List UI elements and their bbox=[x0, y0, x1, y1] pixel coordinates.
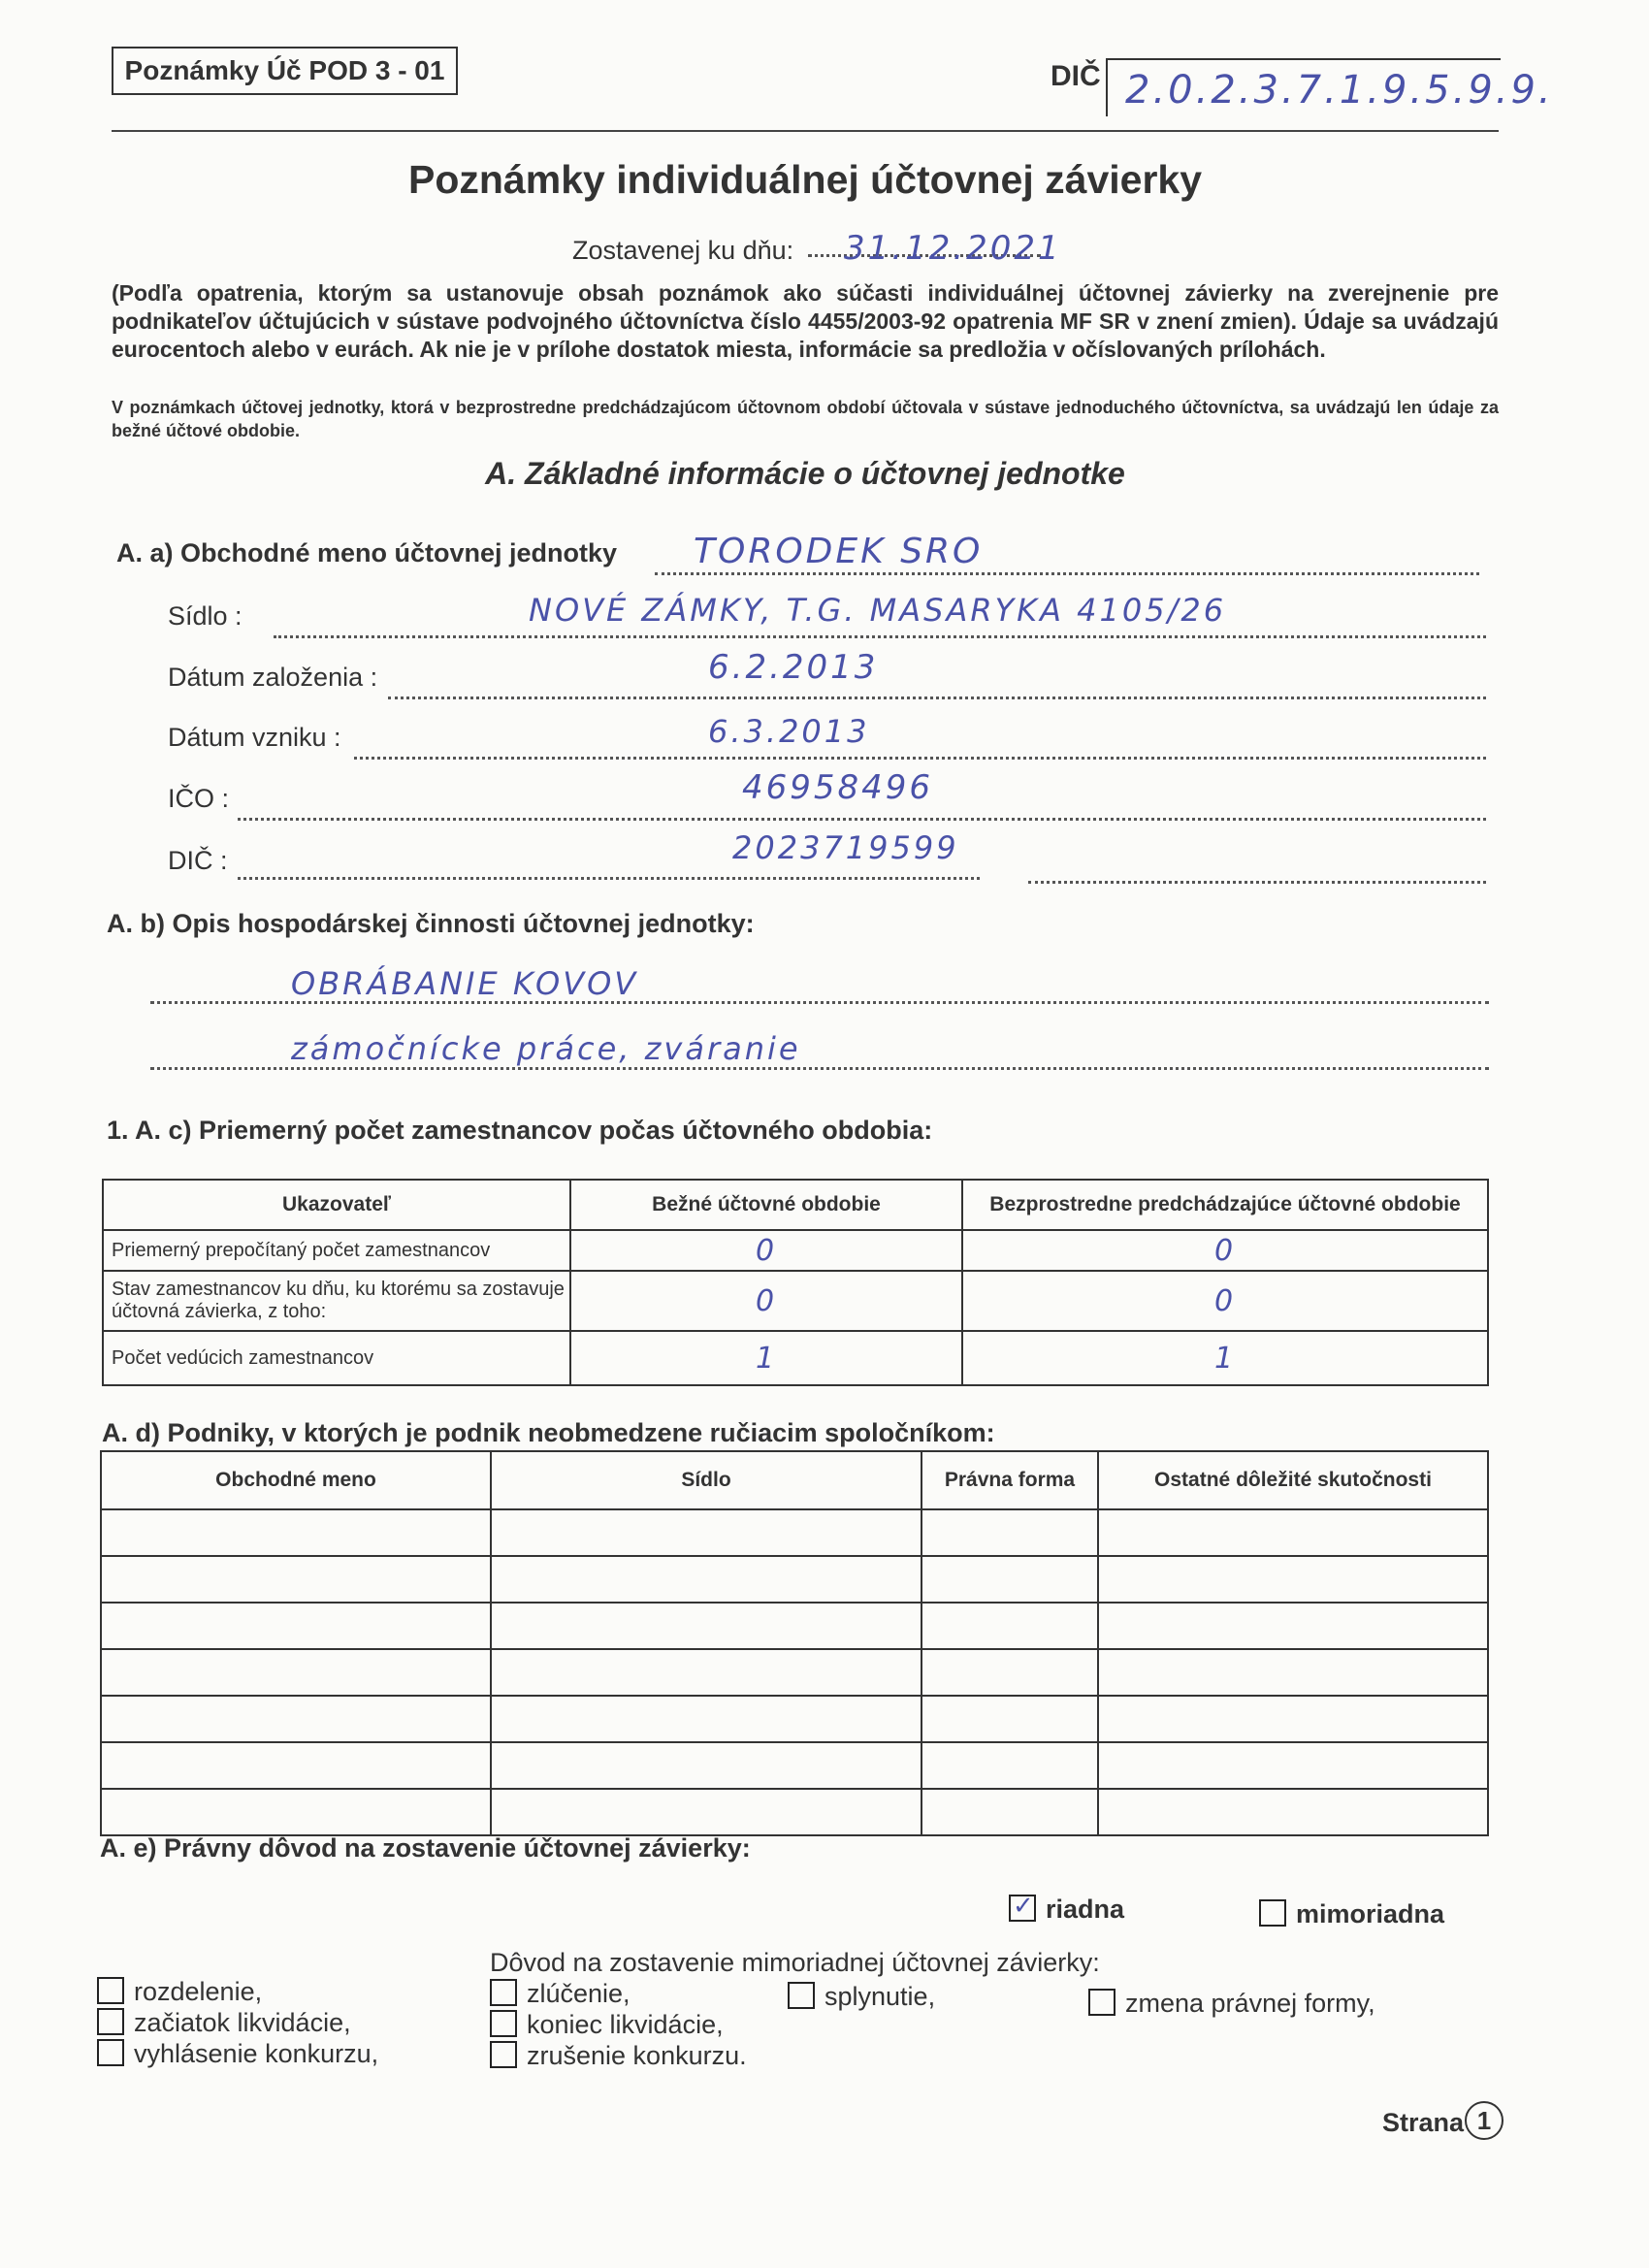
ordinary-label: riadna bbox=[1046, 1895, 1125, 1924]
created-dots bbox=[354, 757, 1486, 760]
checkbox[interactable] bbox=[490, 1979, 517, 2006]
date-value: 31.12.2021 bbox=[844, 229, 1062, 268]
employees-current bbox=[570, 1230, 962, 1271]
checkbox[interactable] bbox=[490, 2041, 517, 2068]
option-zrusenie-konkurzu[interactable] bbox=[490, 2041, 747, 2071]
extraordinary-checkbox[interactable] bbox=[1259, 1899, 1286, 1927]
intro-note: V poznámkach účtovej jednotky, ktorá v bezprostredne predchádzajúcom účtovnom období účtovala v sústave jednoduchého účtovníctva, sa uvádzajú len údaje za bežné účtové obdobie. bbox=[112, 398, 1499, 440]
activity-dots-2 bbox=[150, 1067, 1489, 1070]
seat-value: NOVÉ ZÁMKY, T.G. MASARYKA 4105/26 bbox=[529, 592, 1227, 629]
table-row bbox=[101, 1603, 1488, 1649]
option-label: koniec likvidácie, bbox=[527, 2010, 724, 2039]
table-row bbox=[101, 1742, 1488, 1789]
activity-label: A. b) Opis hospodárskej činnosti účtovnej jednotky: bbox=[107, 909, 755, 938]
ico-dots bbox=[238, 818, 1486, 821]
dic-label: DIČ : bbox=[168, 846, 228, 875]
option-zlucenie[interactable] bbox=[490, 1979, 630, 2009]
table-row bbox=[103, 1230, 1488, 1271]
dic-dots bbox=[238, 877, 980, 880]
partnerships-header: Ostatné dôležité skutočnosti bbox=[1098, 1451, 1488, 1509]
extraordinary-label: mimoriadna bbox=[1296, 1899, 1445, 1928]
table-row bbox=[103, 1271, 1488, 1331]
employees-previous-value: 0 bbox=[1213, 1283, 1237, 1318]
legal-reason-label: A. e) Právny dôvod na zostavenie účtovnej závierky: bbox=[100, 1833, 751, 1863]
employees-table bbox=[102, 1179, 1489, 1386]
created-label: Dátum vzniku : bbox=[168, 723, 341, 752]
ico-label: IČO : bbox=[168, 784, 230, 813]
option-label: zmena právnej formy, bbox=[1125, 1989, 1375, 2018]
option-label: splynutie, bbox=[824, 1982, 936, 2011]
partnerships-header: Sídlo bbox=[491, 1451, 922, 1509]
dic-value: 2023719599 bbox=[732, 829, 959, 866]
date-label: Zostavenej ku dňu: bbox=[572, 236, 794, 265]
dic-dots-2 bbox=[1028, 881, 1486, 884]
checkbox[interactable] bbox=[490, 2010, 517, 2037]
activity-line-2: zámočnícke práce, zváranie bbox=[291, 1030, 801, 1067]
founded-dots bbox=[388, 697, 1486, 699]
checkbox[interactable] bbox=[97, 2039, 124, 2066]
table-row bbox=[101, 1509, 1488, 1556]
employees-previous-value: 0 bbox=[1213, 1233, 1237, 1268]
company-name-dots bbox=[655, 572, 1479, 575]
checkbox[interactable] bbox=[97, 1977, 124, 2004]
founded-label: Dátum založenia : bbox=[168, 663, 378, 692]
partnerships-header: Právna forma bbox=[922, 1451, 1098, 1509]
dic-header-value: 2.0.2.3.7.1.9.5.9.9. bbox=[1125, 68, 1554, 113]
seat-label: Sídlo : bbox=[168, 601, 242, 631]
employees-row-label: Stav zamestnancov ku dňu, ku ktorému sa zostavuje účtovná závierka, z toho: bbox=[103, 1271, 570, 1331]
option-rozdelenie[interactable] bbox=[97, 1977, 262, 2007]
header-rule bbox=[112, 130, 1499, 132]
option-label: zlúčenie, bbox=[527, 1979, 630, 2008]
option-label: začiatok likvidácie, bbox=[134, 2008, 351, 2037]
section-a-title: A. Základné informácie o účtovnej jednotke bbox=[485, 456, 1125, 491]
employees-previous bbox=[962, 1271, 1488, 1331]
intro-paragraph: (Podľa opatrenia, ktorým sa ustanovuje obsah poznámok ako súčasti individuálnej účtovnej závierky na zverejnenie pre podnikateľov účtujúcich v sústave podvojného účtovníctva číslo 4455/2003-92 opatrenia MF SR v znení zmien). Údaje sa uvádzajú eurocentoch alebo v eurách. Ak nie je v prílohe dostatok miesta, informácie sa predložia v očíslovaných prílohách. bbox=[112, 280, 1499, 362]
partnerships-header: Obchodné meno bbox=[101, 1451, 491, 1509]
employees-previous bbox=[962, 1230, 1488, 1271]
extraordinary-option[interactable] bbox=[1259, 1899, 1444, 1929]
page-label: Strana bbox=[1382, 2108, 1465, 2137]
employees-current bbox=[570, 1271, 962, 1331]
page-title: Poznámky individuálnej účtovnej závierky bbox=[408, 157, 1202, 202]
option-splynutie[interactable] bbox=[788, 1982, 935, 2012]
form-code: Poznámky Úč POD 3 - 01 bbox=[112, 47, 458, 95]
activity-line-1: OBRÁBANIE KOVOV bbox=[291, 965, 639, 1002]
option-zaciatok-likvidacie[interactable] bbox=[97, 2008, 351, 2038]
employees-header: Bežné účtovné obdobie bbox=[570, 1180, 962, 1230]
employees-previous bbox=[962, 1331, 1488, 1385]
extraordinary-reason-label: Dôvod na zostavenie mimoriadnej účtovnej závierky: bbox=[490, 1948, 1100, 1977]
employees-current-value: 0 bbox=[755, 1233, 778, 1268]
employees-current-value: 1 bbox=[755, 1341, 778, 1376]
checkbox[interactable] bbox=[97, 2008, 124, 2035]
checkbox[interactable] bbox=[788, 1982, 815, 2009]
created-value: 6.3.2013 bbox=[708, 713, 870, 750]
table-row bbox=[101, 1696, 1488, 1742]
table-row bbox=[103, 1331, 1488, 1385]
page-number: 1 bbox=[1465, 2101, 1504, 2140]
company-name-label: A. a) Obchodné meno účtovnej jednotky bbox=[116, 538, 618, 567]
employees-row-label: Počet vedúcich zamestnancov bbox=[103, 1331, 570, 1385]
employees-label: 1. A. c) Priemerný počet zamestnancov počas účtovného obdobia: bbox=[107, 1116, 933, 1145]
checkbox[interactable] bbox=[1088, 1989, 1116, 2016]
employees-current bbox=[570, 1331, 962, 1385]
table-row bbox=[101, 1649, 1488, 1696]
option-vyhlasenie-konkurzu[interactable] bbox=[97, 2039, 378, 2069]
table-row bbox=[101, 1789, 1488, 1835]
option-zmena-pravnej-formy[interactable] bbox=[1088, 1989, 1375, 2019]
option-koniec-likvidacie[interactable] bbox=[490, 2010, 724, 2040]
company-name-value: TORODEK SRO bbox=[694, 532, 984, 571]
partnerships-table bbox=[100, 1450, 1489, 1836]
option-label: zrušenie konkurzu. bbox=[527, 2041, 747, 2070]
employees-header: Ukazovateľ bbox=[103, 1180, 570, 1230]
ordinary-option[interactable] bbox=[1009, 1895, 1124, 1925]
employees-header-row bbox=[103, 1180, 1488, 1230]
option-label: vyhlásenie konkurzu, bbox=[134, 2039, 379, 2068]
option-label: rozdelenie, bbox=[134, 1977, 263, 2006]
ico-value: 46958496 bbox=[742, 768, 934, 807]
partnerships-header-row bbox=[101, 1451, 1488, 1509]
table-row bbox=[101, 1556, 1488, 1603]
ordinary-checkbox[interactable] bbox=[1009, 1895, 1036, 1922]
employees-current-value: 0 bbox=[755, 1283, 778, 1318]
partnerships-label: A. d) Podniky, v ktorých je podnik neobmedzene ručiacim spoločníkom: bbox=[102, 1418, 995, 1447]
employees-previous-value: 1 bbox=[1213, 1341, 1237, 1376]
employees-header: Bezprostredne predchádzajúce účtovné obdobie bbox=[962, 1180, 1488, 1230]
seat-dots bbox=[274, 635, 1486, 638]
founded-value: 6.2.2013 bbox=[708, 648, 879, 687]
employees-row-label: Priemerný prepočítaný počet zamestnancov bbox=[103, 1230, 570, 1271]
dic-header-label: DIČ bbox=[1051, 60, 1101, 92]
